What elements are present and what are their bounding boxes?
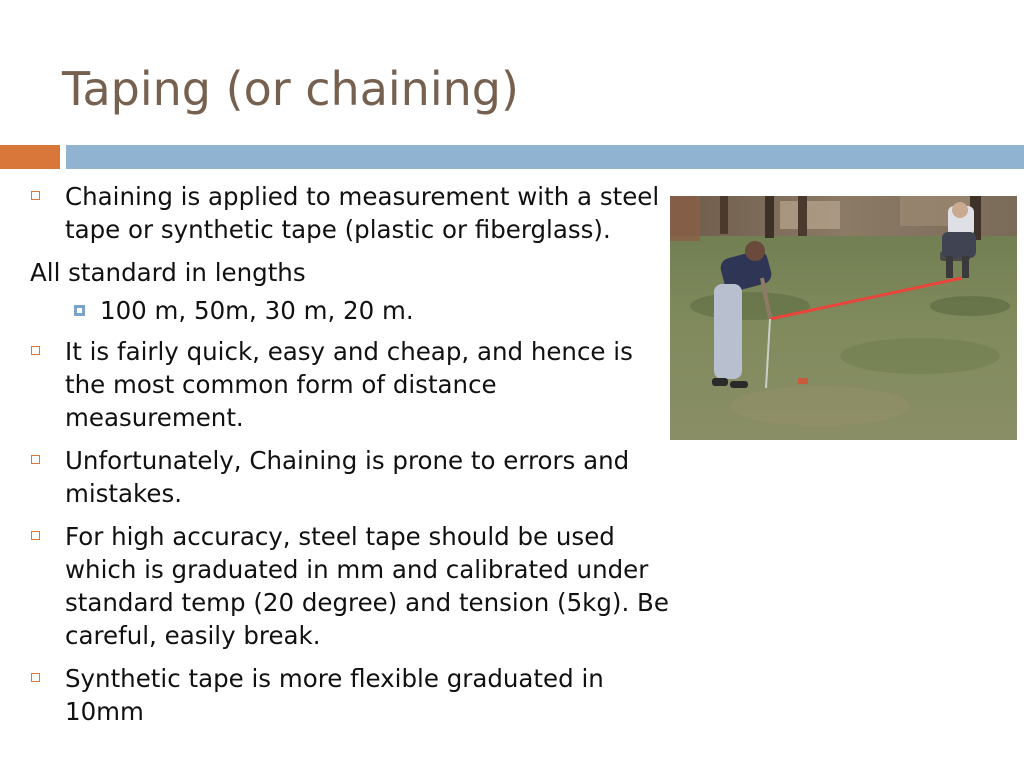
plain-text-item (30, 256, 670, 289)
sub-bullet-text: 100 m, 50m, 30 m, 20 m. (100, 296, 414, 325)
slide-title: Taping (or chaining) (62, 62, 519, 116)
accent-bar-blue (66, 145, 1024, 169)
filled-square-bullet-icon (74, 305, 85, 316)
bullet-text: Unfortunately, Chaining is prone to errors and mistakes. (65, 446, 630, 508)
bullet-list (30, 180, 670, 738)
bullet-text: It is fairly quick, easy and cheap, and hence is the most common form of distance measurement. (65, 337, 633, 432)
square-bullet-icon (31, 191, 40, 200)
bullet-item (30, 520, 670, 652)
square-bullet-icon (31, 346, 40, 355)
accent-bar-orange (0, 145, 60, 169)
bullet-item (30, 444, 670, 510)
bullet-item (30, 335, 670, 434)
square-bullet-icon (31, 531, 40, 540)
bullet-item (30, 662, 670, 728)
square-bullet-icon (31, 673, 40, 682)
surveyors-photo (670, 196, 1017, 440)
plain-text: All standard in lengths (30, 258, 306, 287)
sub-bullet-item (30, 294, 670, 327)
bullet-text: Chaining is applied to measurement with a steel tape or synthetic tape (plastic or fiberglass). (65, 182, 660, 244)
square-bullet-icon (31, 455, 40, 464)
bullet-text: Synthetic tape is more flexible graduated in 10mm (65, 664, 604, 726)
bullet-text: For high accuracy, steel tape should be used which is graduated in mm and calibrated under standard temp (20 degree) and tension (5kg). Be careful, easily break. (65, 522, 669, 650)
bullet-item (30, 180, 670, 246)
